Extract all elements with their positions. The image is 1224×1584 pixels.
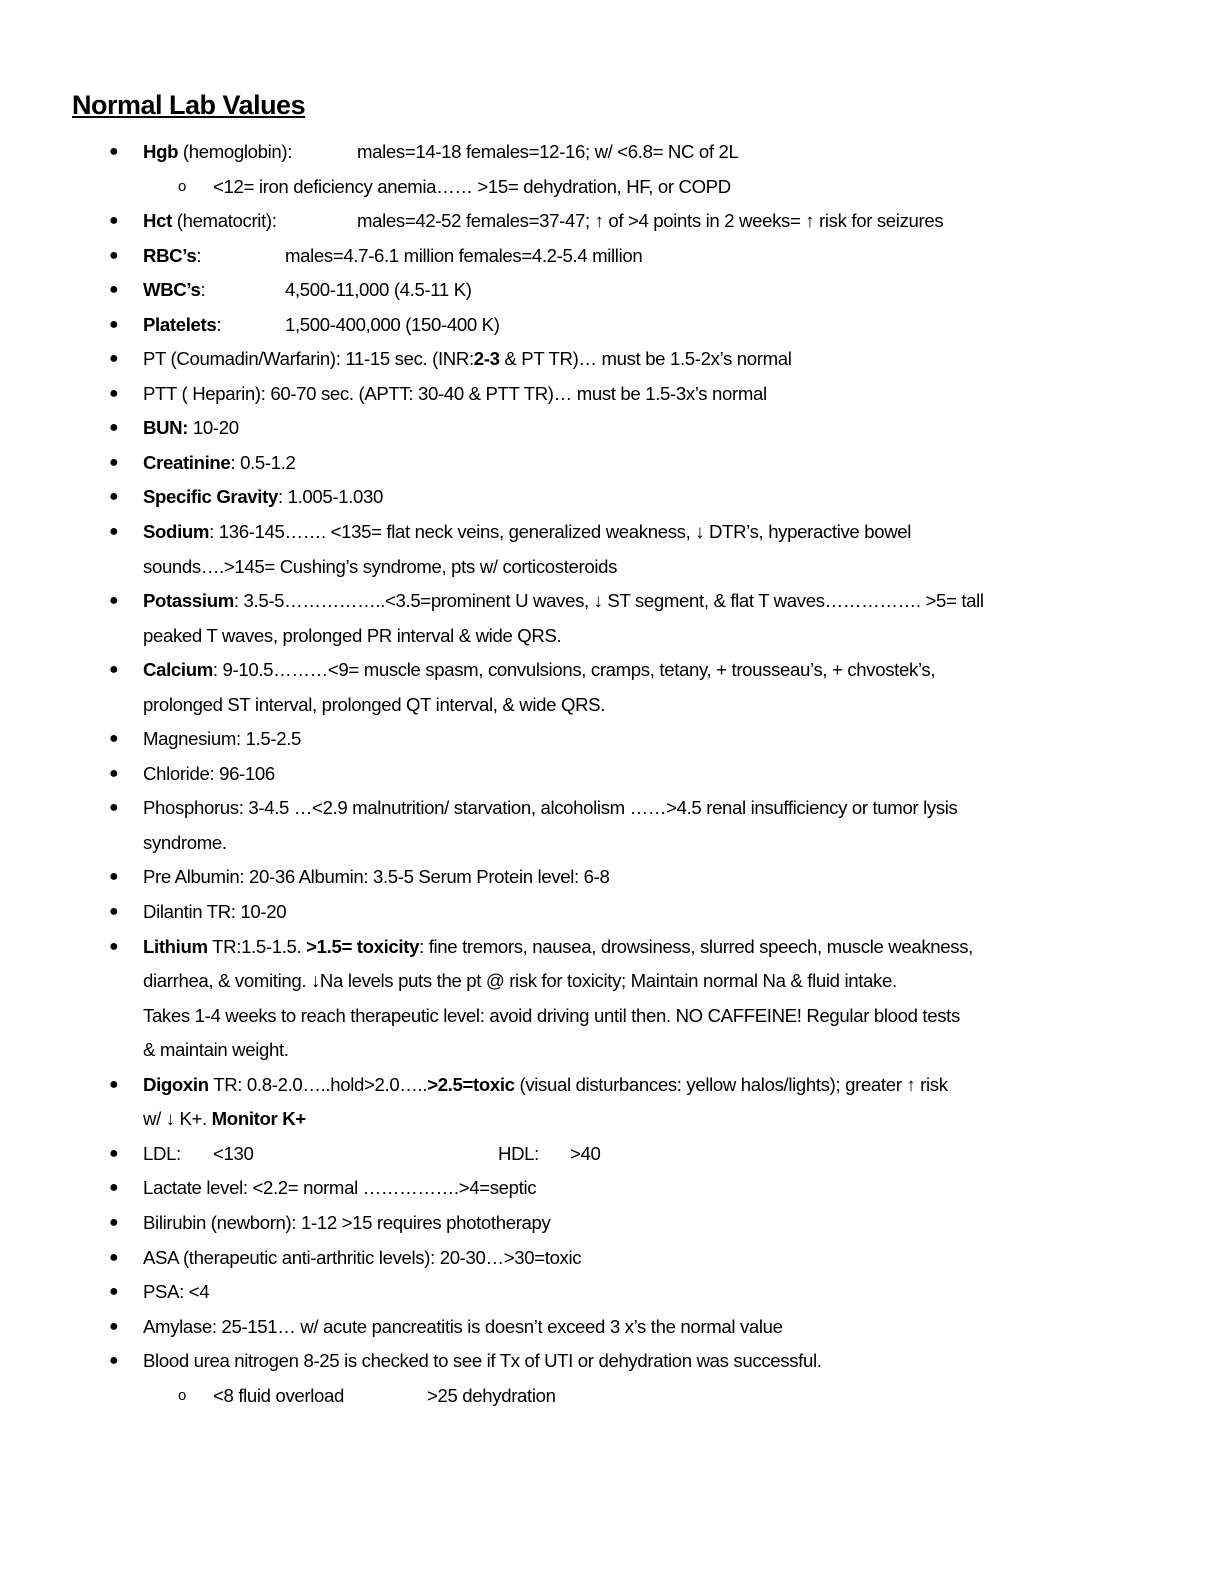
- bullet-icon: ●: [109, 419, 119, 437]
- text-segment: Blood urea nitrogen 8-25 is checked to see if Tx of UTI or dehydration was successful.: [143, 1350, 822, 1372]
- list-item-line: [0, 411, 1224, 446]
- tab-column: [427, 1379, 556, 1414]
- text-segment: Chloride: 96-106: [143, 762, 275, 784]
- line-text: [143, 377, 767, 412]
- list-item-line: [0, 688, 1224, 723]
- line-text: [143, 1275, 209, 1310]
- bullet-icon: ●: [109, 488, 119, 506]
- text-segment: PSA: <4: [143, 1281, 210, 1303]
- line-text: [143, 1344, 822, 1379]
- text-segment: (visual disturbances: yellow halos/lights); greater ↑ risk: [514, 1073, 948, 1095]
- line-text: [143, 722, 301, 757]
- bold-term: Creatinine: [143, 451, 231, 473]
- text-segment: prolonged ST interval, prolonged QT interval, & wide QRS.: [143, 693, 606, 715]
- bold-term: WBC’s: [143, 279, 201, 301]
- text-segment: sounds….>145= Cushing’s syndrome, pts w/ corticosteroids: [143, 555, 618, 577]
- line-text: [143, 999, 960, 1034]
- line-text: [143, 446, 296, 481]
- list-item-line: [0, 135, 1224, 170]
- bullet-icon: ●: [109, 143, 119, 160]
- line-text: [143, 584, 984, 619]
- bullet-icon: ●: [109, 1075, 119, 1093]
- sub-list-item-line: [0, 170, 1224, 205]
- text-segment: males=42-52 females=37-47; ↑ of >4 points in 2 weeks= ↑ risk for seizures: [357, 210, 944, 232]
- list-item-line: [0, 308, 1224, 343]
- text-segment: Takes 1-4 weeks to reach therapeutic level: avoid driving until then. NO CAFFEINE! Regular blood tests: [143, 1004, 960, 1026]
- list-item-line: [0, 1275, 1224, 1310]
- bold-term: Monitor K+: [211, 1108, 306, 1130]
- line-text: [143, 1102, 306, 1137]
- bullet-icon: ●: [109, 937, 119, 955]
- bold-term: >2.5=toxic: [427, 1073, 515, 1095]
- text-segment: >40: [570, 1142, 601, 1164]
- bullet-icon: ●: [109, 1352, 119, 1370]
- text-segment: PT (Coumadin/Warfarin): 11-15 sec. (INR:: [143, 348, 474, 370]
- text-segment: TR: 0.8-2.0…..hold>2.0…..: [208, 1073, 428, 1095]
- text-segment: Amylase: 25-151… w/ acute pancreatitis is doesn’t exceed 3 x’s the normal value: [143, 1315, 783, 1337]
- text-segment: Bilirubin (newborn): 1-12 >15 requires phototherapy: [143, 1211, 551, 1233]
- line-text: [143, 135, 292, 170]
- line-text: [143, 515, 911, 550]
- tab-column: [498, 1137, 539, 1172]
- line-text: [143, 273, 205, 308]
- list-item-line: [0, 239, 1224, 274]
- text-segment: :: [196, 244, 202, 266]
- bold-term: Calcium: [143, 659, 213, 681]
- text-segment: : 9-10.5………<9= muscle spasm, convulsions, cramps, tetany, + trousseau’s, + chvostek’s,: [212, 659, 936, 681]
- text-segment: (hemoglobin):: [178, 141, 293, 162]
- text-segment: Pre Albumin: 20-36 Albumin: 3.5-5 Serum Protein level: 6-8: [143, 866, 610, 888]
- text-segment: 10-20: [188, 417, 239, 439]
- text-segment: males=4.7-6.1 million females=4.2-5.4 million: [285, 244, 643, 266]
- text-segment: 1,500-400,000 (150-400 K): [285, 313, 500, 335]
- list-item-line: [0, 377, 1224, 412]
- text-segment: Phosphorus: 3-4.5 …<2.9 malnutrition/ starvation, alcoholism ……>4.5 renal insufficiency or tumor lysis: [143, 797, 958, 819]
- bullet-icon: ●: [109, 730, 119, 748]
- line-text: [213, 170, 731, 205]
- list-item-line: [0, 446, 1224, 481]
- line-text: [143, 791, 958, 826]
- bullet-icon: ●: [109, 764, 119, 782]
- tab-column: [357, 135, 739, 170]
- bold-term: Platelets: [143, 313, 217, 335]
- line-text: [143, 1137, 181, 1172]
- line-text: [143, 480, 383, 515]
- list-item-line: [0, 722, 1224, 757]
- text-segment: : 3.5-5……………..<3.5=prominent U waves, ↓ ST segment, & flat T waves……………. >5= tall: [233, 590, 984, 612]
- text-segment: TR:1.5-1.5.: [207, 935, 307, 957]
- line-text: [143, 860, 610, 895]
- tab-column: [285, 308, 500, 343]
- bullet-icon: ●: [109, 212, 119, 230]
- bold-term: BUN:: [143, 417, 189, 439]
- text-segment: peaked T waves, prolonged PR interval & wide QRS.: [143, 624, 562, 646]
- text-segment: PTT ( Heparin): 60-70 sec. (APTT: 30-40 & PTT TR)… must be 1.5-3x’s normal: [143, 382, 767, 404]
- tab-column: [213, 1137, 253, 1172]
- list-item-line: [0, 999, 1224, 1034]
- line-text: [143, 308, 221, 343]
- list-item-line: [0, 930, 1224, 965]
- bold-term: >1.5= toxicity: [306, 935, 420, 957]
- text-segment: (hematocrit):: [171, 210, 277, 232]
- hollow-bullet-icon: o: [178, 177, 186, 195]
- line-text: [143, 1171, 536, 1206]
- list-item-line: [0, 653, 1224, 688]
- bullet-icon: ●: [109, 453, 119, 471]
- line-text: [143, 826, 227, 861]
- list-item-line: [0, 1206, 1224, 1241]
- bold-term: Digoxin: [143, 1073, 209, 1095]
- text-segment: :: [216, 313, 222, 335]
- list-item-line: [0, 860, 1224, 895]
- line-text: [143, 895, 286, 930]
- text-segment: <12= iron deficiency anemia…… >15= dehydration, HF, or COPD: [213, 175, 731, 197]
- list-item-line: [0, 342, 1224, 377]
- list-item-line: [0, 619, 1224, 654]
- bold-term: Hct: [143, 210, 172, 232]
- list-item-line: [0, 273, 1224, 308]
- bold-term: Hgb: [143, 141, 179, 162]
- text-segment: syndrome.: [143, 831, 227, 853]
- list-item-line: [0, 480, 1224, 515]
- list-item-line: [0, 791, 1224, 826]
- line-text: [143, 342, 792, 377]
- line-text: [143, 757, 275, 792]
- lab-values-list: [0, 135, 1224, 1413]
- bold-term: Sodium: [143, 521, 210, 543]
- line-text: [213, 1379, 344, 1414]
- text-segment: : 0.5-1.2: [230, 451, 296, 473]
- list-item-line: [0, 826, 1224, 861]
- bullet-icon: ●: [109, 523, 119, 541]
- text-segment: & PT TR)… must be 1.5-2x’s normal: [499, 348, 792, 370]
- text-segment: : 1.005-1.030: [277, 486, 383, 508]
- bullet-icon: ●: [109, 592, 119, 610]
- text-segment: Dilantin TR: 10-20: [143, 901, 287, 923]
- list-item-line: [0, 1171, 1224, 1206]
- bullet-icon: ●: [109, 1248, 119, 1266]
- text-segment: 4,500-11,000 (4.5-11 K): [285, 279, 472, 301]
- list-item-line: [0, 1310, 1224, 1345]
- line-text: [143, 1206, 550, 1241]
- list-item-line: [0, 757, 1224, 792]
- bullet-icon: ●: [109, 281, 119, 299]
- tab-column: [570, 1137, 601, 1172]
- line-text: [143, 204, 277, 239]
- text-segment: diarrhea, & vomiting. ↓Na levels puts the pt @ risk for toxicity; Maintain normal Na & fluid intake.: [143, 970, 897, 992]
- text-segment: & maintain weight.: [143, 1039, 289, 1061]
- tab-column: [285, 273, 472, 308]
- list-item-line: [0, 1102, 1224, 1137]
- bullet-icon: ●: [109, 384, 119, 402]
- line-text: [143, 688, 605, 723]
- line-text: [143, 930, 973, 965]
- line-text: [143, 964, 897, 999]
- bold-term: 2-3: [473, 348, 500, 370]
- bullet-icon: ●: [109, 246, 119, 264]
- line-text: [143, 1033, 289, 1068]
- bullet-icon: ●: [109, 1213, 119, 1231]
- line-text: [143, 411, 239, 446]
- text-segment: >25 dehydration: [427, 1384, 556, 1406]
- text-segment: :: [200, 279, 206, 301]
- line-text: [143, 1310, 783, 1345]
- bullet-icon: ●: [109, 315, 119, 333]
- bold-term: Specific Gravity: [143, 486, 278, 508]
- bold-term: RBC’s: [143, 244, 197, 266]
- bullet-icon: ●: [109, 799, 119, 817]
- text-segment: <8 fluid overload: [213, 1384, 345, 1406]
- bullet-icon: ●: [109, 350, 119, 368]
- line-text: [143, 1068, 948, 1103]
- text-segment: : 136-145……. <135= flat neck veins, generalized weakness, ↓ DTR’s, hyperactive bowel: [209, 521, 912, 543]
- bullet-icon: ●: [109, 868, 119, 886]
- page-title: Normal Lab Values: [72, 90, 306, 121]
- list-item-line: [0, 550, 1224, 585]
- list-item-line: [0, 1033, 1224, 1068]
- bullet-icon: ●: [109, 903, 119, 921]
- bold-term: Lithium: [143, 935, 208, 957]
- text-segment: males=14-18 females=12-16; w/ <6.8= NC of 2L: [357, 141, 739, 162]
- bullet-icon: ●: [109, 1283, 119, 1301]
- bold-term: Potassium: [143, 590, 234, 612]
- line-text: [143, 239, 201, 274]
- list-item-line: [0, 1344, 1224, 1379]
- hollow-bullet-icon: o: [178, 1386, 186, 1404]
- line-text: [143, 1241, 581, 1276]
- list-item-line: [0, 204, 1224, 239]
- list-item-line: [0, 964, 1224, 999]
- list-item-line: [0, 895, 1224, 930]
- tab-column: [285, 239, 642, 274]
- line-text: [143, 653, 935, 688]
- tab-column: [357, 204, 943, 239]
- bullet-icon: ●: [109, 661, 119, 679]
- text-segment: ASA (therapeutic anti-arthritic levels): 20-30…>30=toxic: [143, 1246, 582, 1268]
- list-item-line: [0, 584, 1224, 619]
- bullet-icon: ●: [109, 1144, 119, 1162]
- bullet-icon: ●: [109, 1179, 119, 1197]
- line-text: [143, 619, 561, 654]
- text-segment: : fine tremors, nausea, drowsiness, slurred speech, muscle weakness,: [419, 935, 973, 957]
- list-item-line: [0, 515, 1224, 550]
- list-item-line: [0, 1241, 1224, 1276]
- bullet-icon: ●: [109, 1317, 119, 1335]
- sub-list-item-line: [0, 1379, 1224, 1414]
- text-segment: LDL:: [143, 1142, 181, 1164]
- text-segment: <130: [213, 1142, 254, 1164]
- text-segment: w/ ↓ K+.: [143, 1108, 212, 1130]
- line-text: [143, 550, 617, 585]
- text-segment: Lactate level: <2.2= normal …………….>4=septic: [143, 1177, 537, 1199]
- text-segment: Magnesium: 1.5-2.5: [143, 728, 302, 750]
- list-item-line: [0, 1137, 1224, 1172]
- text-segment: HDL:: [498, 1142, 539, 1164]
- list-item-line: [0, 1068, 1224, 1103]
